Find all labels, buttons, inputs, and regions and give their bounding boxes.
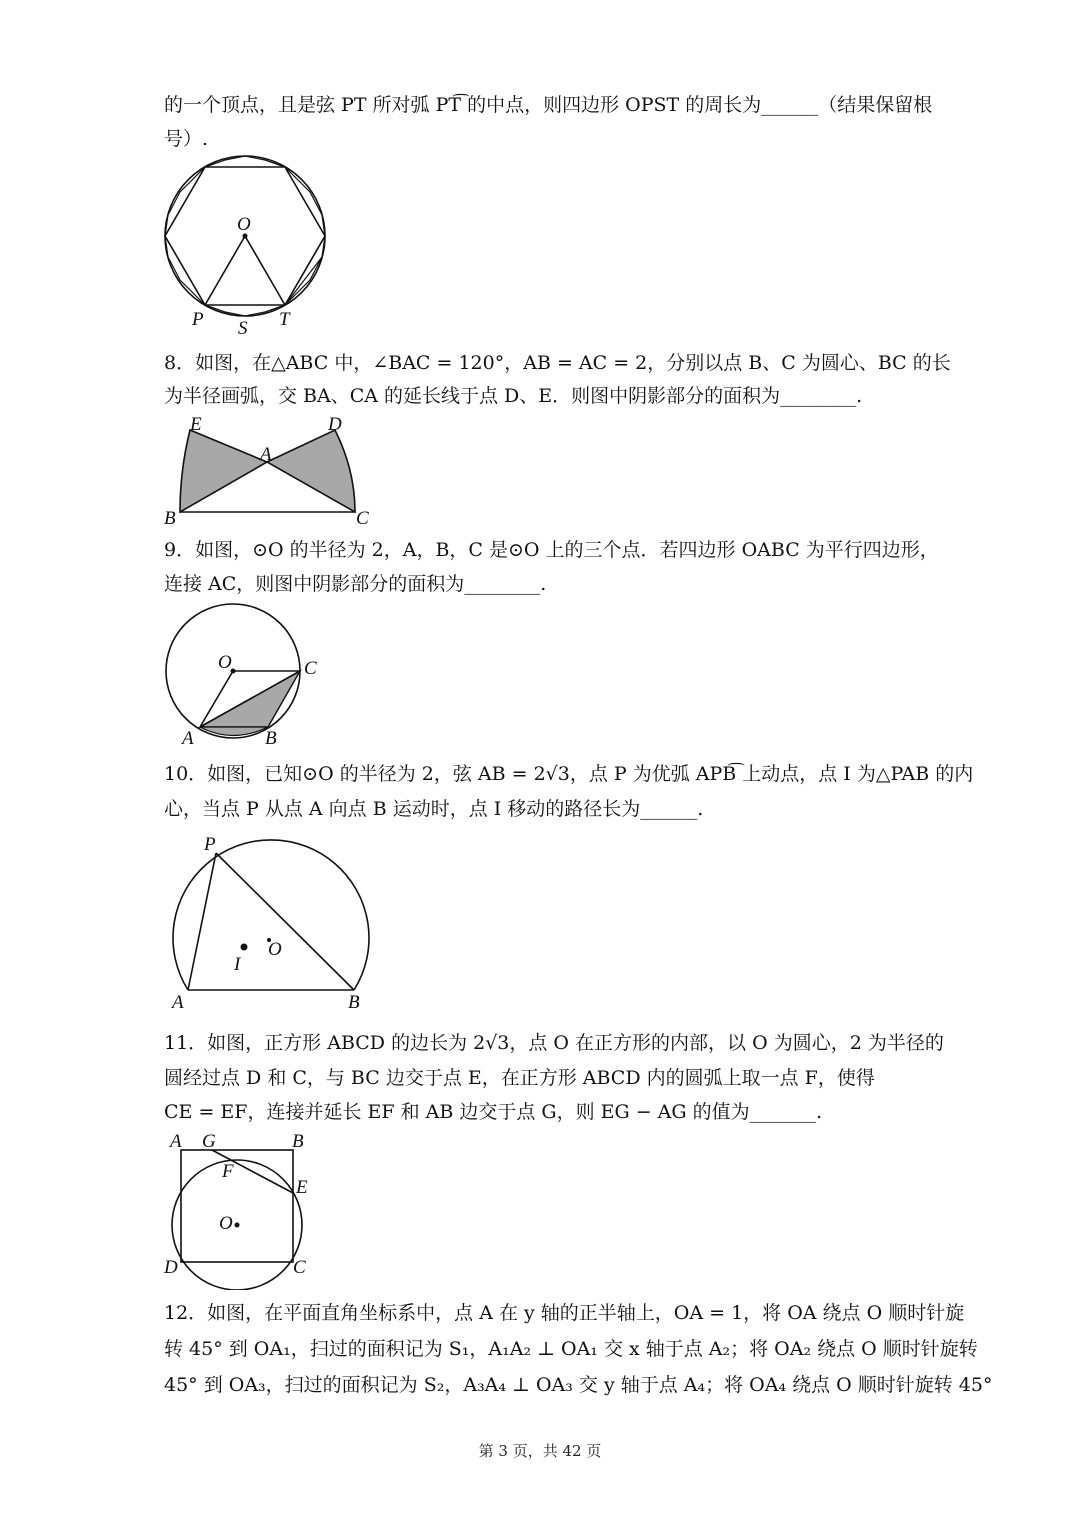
q11-label-e: E bbox=[296, 1177, 308, 1198]
q11-line-2: 圆经过点 D 和 C，与 BC 边交于点 E，在正方形 ABCD 内的圆弧上取一点 F，使得 bbox=[164, 1067, 875, 1089]
q7-segment-op bbox=[205, 236, 245, 305]
q11-line-1: 11．如图，正方形 ABCD 的边长为 2√3，点 O 在正方形的内部，以 O 为圆心，2 为半径的 bbox=[164, 1032, 944, 1054]
q10-label-o: O bbox=[268, 939, 282, 960]
q7-label-t: T bbox=[279, 309, 290, 330]
q8-label-a: A bbox=[260, 444, 272, 465]
q7-line-1: 的一个顶点，且是弦 PT 所对弧 PT͡ 的中点，则四边形 OPST 的周长为______（结果保留根 bbox=[164, 94, 933, 116]
q11-label-b: B bbox=[292, 1131, 304, 1152]
page-footer: 第 3 页，共 42 页 bbox=[478, 1442, 602, 1460]
q11-label-g: G bbox=[202, 1131, 216, 1152]
q8-shaded-left bbox=[180, 430, 267, 512]
q12-line-1: 12．如图，在平面直角坐标系中，点 A 在 y 轴的正半轴上，OA = 1，将 OA 绕点 O 顺时针旋 bbox=[164, 1302, 965, 1324]
q11-square bbox=[181, 1150, 293, 1262]
q9-label-o: O bbox=[218, 652, 232, 673]
q8-figure bbox=[160, 410, 390, 535]
q7-label-p: P bbox=[192, 309, 204, 330]
q7-label-s: S bbox=[238, 318, 248, 339]
q10-label-i: I bbox=[234, 954, 241, 975]
q8-line-2: 为半径画弧，交 BA、CA 的延长线于点 D、E．则图中阴影部分的面积为________. bbox=[164, 385, 863, 407]
q8-shaded-right bbox=[267, 430, 355, 512]
q7-figure bbox=[150, 150, 340, 340]
q11-label-f: F bbox=[222, 1161, 234, 1182]
q7-label-o: O bbox=[237, 214, 251, 235]
q11-label-a: A bbox=[170, 1131, 182, 1152]
q10-line-1: 10．如图，已知⊙O 的半径为 2，弦 AB = 2√3，点 P 为优弧 APB͡ 上动点，点 I 为△PAB 的内 bbox=[164, 763, 974, 785]
q12-line-2: 转 45° 到 OA₁，扫过的面积记为 S₁，A₁A₂ ⊥ OA₁ 交 x 轴于点 A₂；将 OA₂ 绕点 O 顺时针旋转 bbox=[164, 1338, 978, 1360]
q11-line-3: CE = EF，连接并延长 EF 和 AB 边交于点 G，则 EG − AG 的值为_______. bbox=[164, 1101, 823, 1123]
q10-major-arc bbox=[173, 840, 369, 990]
q8-label-b: B bbox=[164, 508, 176, 529]
q11-center-point bbox=[235, 1223, 240, 1228]
q7-segment-ot bbox=[245, 236, 285, 305]
q10-line-2: 心，当点 P 从点 A 向点 B 运动时，点 I 移动的路径长为______. bbox=[164, 798, 704, 820]
q10-label-a: A bbox=[172, 992, 184, 1013]
q8-label-c: C bbox=[356, 508, 369, 529]
q11-label-d: D bbox=[164, 1257, 178, 1278]
q10-label-b: B bbox=[348, 992, 360, 1013]
q10-segment-pa bbox=[188, 853, 216, 990]
q9-line-1: 9．如图，⊙O 的半径为 2，A，B，C 是⊙O 上的三个点．若四边形 OABC 为平行四边形， bbox=[164, 539, 939, 561]
q12-line-3: 45° 到 OA₃，扫过的面积记为 S₂，A₃A₄ ⊥ OA₃ 交 y 轴于点 A₄；将 OA₄ 绕点 O 顺时针旋转 45° bbox=[164, 1374, 993, 1396]
q10-label-p: P bbox=[204, 834, 216, 855]
q11-label-c: C bbox=[293, 1257, 306, 1278]
q9-label-c: C bbox=[304, 658, 317, 679]
q11-figure bbox=[158, 1125, 328, 1290]
q9-label-b: B bbox=[265, 728, 277, 749]
q10-figure bbox=[160, 830, 380, 1020]
q8-label-d: D bbox=[328, 414, 342, 435]
q11-label-o: O bbox=[219, 1213, 233, 1234]
q7-line-2: 号）. bbox=[164, 128, 209, 150]
q10-incenter-point bbox=[241, 944, 248, 951]
q8-line-1: 8．如图，在△ABC 中，∠BAC = 120°，AB = AC = 2，分别以点 B、C 为圆心、BC 的长 bbox=[164, 352, 951, 374]
q8-label-e: E bbox=[190, 414, 202, 435]
q9-label-a: A bbox=[182, 728, 194, 749]
q9-line-2: 连接 AC，则图中阴影部分的面积为________. bbox=[164, 573, 547, 595]
q9-figure bbox=[150, 598, 340, 753]
